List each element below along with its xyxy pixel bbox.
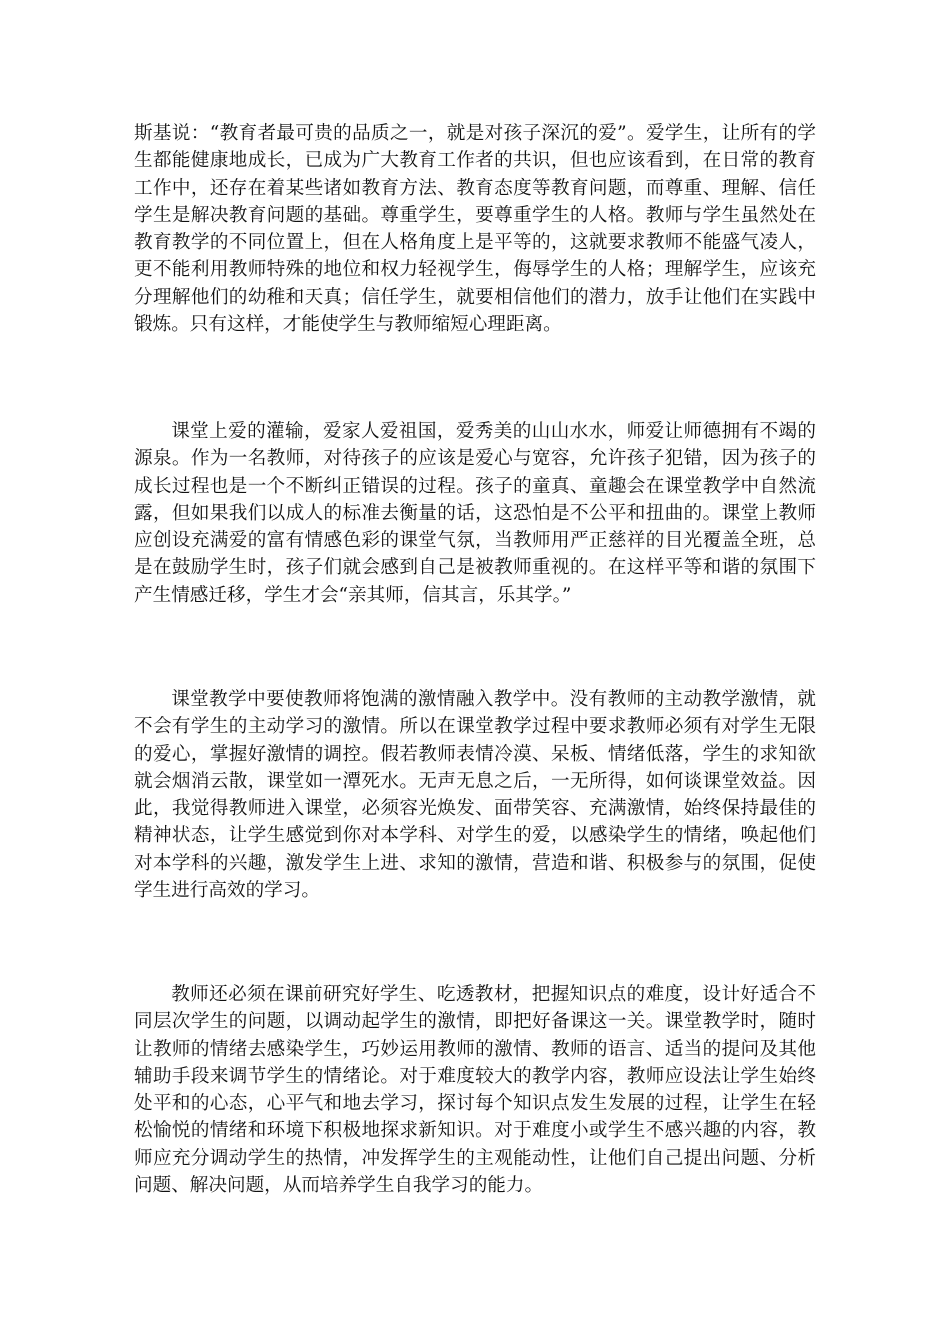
paragraph-3: 课堂教学中要使教师将饱满的激情融入教学中。没有教师的主动教学激情，就不会有学生的主动学习的激情。所以在课堂教学过程中要求教师必须有对学生无限的爱心，掌握好激情的调控。假若教师表情冷漠、呆板、情绪低落，学生的求知欲就会烟消云散，课堂如一潭死水。无声无息之后，一无所得，如何谈课堂效益。因此，我觉得教师进入课堂，必须容光焕发、面带笑容、充满激情，始终保持最佳的精神状态，让学生感觉到你对本学科、对学生的爱，以感染学生的情绪，唤起他们对本学科的兴趣，激发学生上进、求知的激情，营造和谐、积极参与的氛围，促使学生进行高效的学习。: [134, 689, 816, 902]
paragraph-4: 教师还必须在课前研究好学生、吃透教材，把握知识点的难度，设计好适合不同层次学生的问题，以调动起学生的激情，即把好备课这一关。课堂教学时，随时让教师的情绪去感染学生，巧妙运用教师的激情、教师的语言、适当的提问及其他辅助手段来调节学生的情绪论。对于难度较大的教学内容，教师应设法让学生始终处平和的心态，心平气和地去学习，探讨每个知识点发生发展的过程，让学生在轻松愉悦的情绪和环境下积极地探求新知识。对于难度小或学生不感兴趣的内容，教师应充分调动学生的热情，冲发挥学生的主观能动性，让他们自己提出问题、分析问题、解决问题，从而培养学生自我学习的能力。: [134, 984, 816, 1197]
paragraph-2: 课堂上爱的灌输，爱家人爱祖国，爱秀美的山山水水，师爱让师德拥有不竭的源泉。作为一名教师，对待孩子的应该是爱心与宽容，允许孩子犯错，因为孩子的成长过程也是一个不断纠正错误的过程。孩子的童真、童趣会在课堂教学中自然流露，但如果我们以成人的标准去衡量的话，这恐怕是不公平和扭曲的。课堂上教师应创设充满爱的富有情感色彩的课堂气氛，当教师用严正慈祥的目光覆盖全班，总是在鼓励学生时，孩子们就会感到自己是被教师重视的。在这样平等和谐的氛围下产生情感迁移，学生才会“亲其师，信其言，乐其学。”: [134, 421, 816, 606]
paragraph-1: 斯基说：“教育者最可贵的品质之一，就是对孩子深沉的爱”。爱学生，让所有的学生都能健康地成长，已成为广大教育工作者的共识，但也应该看到，在日常的教育工作中，还存在着某些诸如教育方法、教育态度等教育问题，而尊重、理解、信任学生是解决教育问题的基础。尊重学生，要尊重学生的人格。教师与学生虽然处在教育教学的不同位置上，但在人格角度上是平等的，这就要求教师不能盛气凌人，更不能利用教师特殊的地位和权力轻视学生，侮辱学生的人格；理解学生，应该充分理解他们的幼稚和天真；信任学生，就要相信他们的潜力，放手让他们在实践中锻炼。只有这样，才能使学生与教师缩短心理距离。: [134, 123, 816, 336]
